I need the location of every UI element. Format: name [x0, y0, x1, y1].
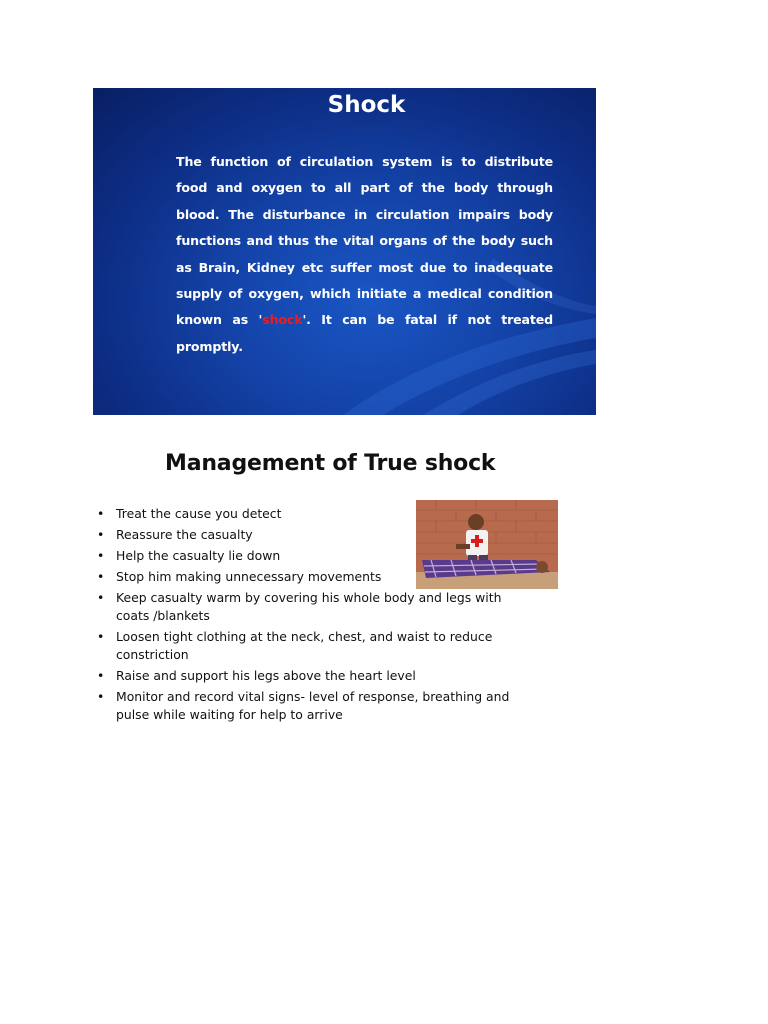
list-item: • Treat the cause you detect: [96, 505, 566, 523]
body-text-before: The function of circulation system is to distribute food and oxygen to all part of the body through blood. The disturbance in circulation impairs body functions and thus the vital organs of the body such as Brain, Kidney etc suffer most due to inadequate supply of oxygen, which initiate a medical condition known as ': [176, 154, 553, 328]
list-item: • Monitor and record vital signs- level of response, breathing and pulse while waiting for help to arrive: [96, 688, 536, 724]
management-title: Management of True shock: [165, 451, 496, 476]
list-item: • Raise and support his legs above the heart level: [96, 667, 566, 685]
management-bullet-list: [96, 505, 566, 727]
list-item: • Help the casualty lie down: [96, 547, 566, 565]
shock-slide: [93, 88, 596, 415]
slide-title: Shock: [327, 92, 406, 118]
list-item: • Stop him making unnecessary movements: [96, 568, 566, 586]
list-item: • Reassure the casualty: [96, 526, 566, 544]
list-item: • Keep casualty warm by covering his whole body and legs with coats /blankets: [96, 589, 536, 625]
body-text-after: '. It can be fatal if not treated promptly.: [176, 312, 553, 354]
body-highlight-shock: shock: [262, 312, 303, 328]
list-item: • Loosen tight clothing at the neck, chest, and waist to reduce constriction: [96, 628, 536, 664]
slide-body-text: [176, 149, 553, 360]
